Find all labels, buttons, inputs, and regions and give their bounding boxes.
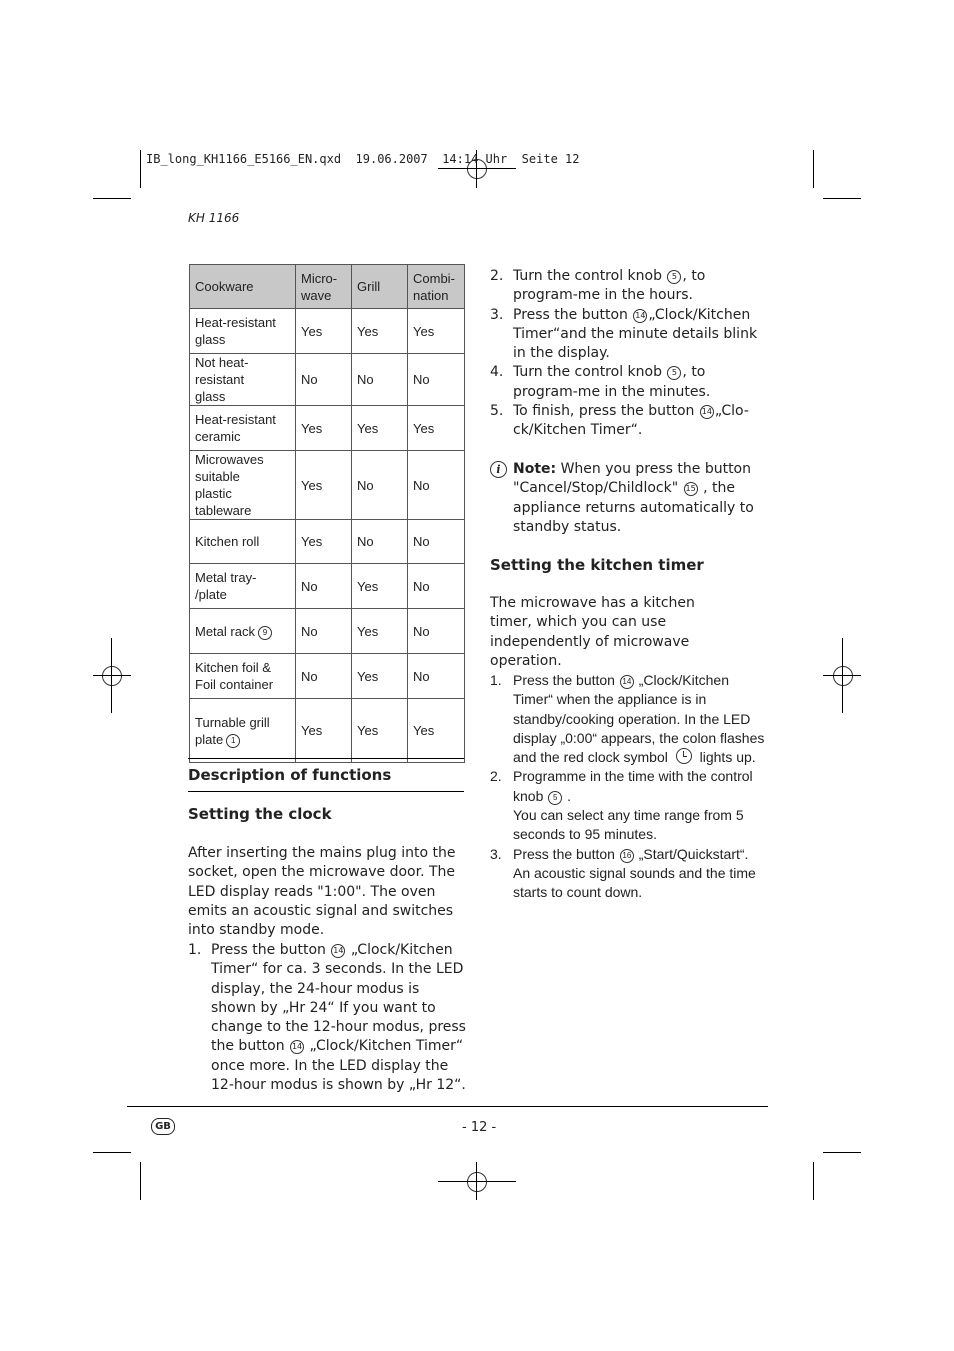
suitability-cell (408, 309, 465, 354)
button-ref-marker: 5 (667, 270, 681, 284)
cookware-cell (190, 699, 296, 763)
cell-text: No (413, 534, 430, 549)
suitability-cell (296, 609, 352, 654)
button-ref-marker: 14 (700, 405, 714, 419)
suitability-cell (296, 564, 352, 609)
step-text: „Clock/Kitchen Timer“ once more. In the LED display the 12-hour modus is shown by „Hr 12“. (211, 1038, 466, 1094)
crop-mark (140, 1162, 141, 1200)
cookware-cell (190, 520, 296, 564)
cell-text: No (301, 623, 318, 639)
step-text: Press the button (513, 672, 615, 688)
crop-mark (93, 675, 131, 676)
crop-mark (823, 1152, 861, 1153)
step-number: 2. (490, 768, 502, 785)
cookware-cell (190, 609, 296, 654)
cell-text: No (413, 623, 430, 639)
cell-text: Yes (357, 668, 379, 684)
cell-text: Kitchen foil & Foil container (195, 660, 274, 692)
step-text: „Clock/Kitchen Timer“ when the appliance is in standby/cooking operation. In the LED display „0:00“ appears, the colon flashes and the red clock symbol (513, 672, 765, 766)
cell-text: Yes (301, 723, 323, 738)
list-item (490, 671, 768, 767)
cell-text: Yes (301, 420, 323, 436)
registration-mark-icon (467, 1172, 487, 1192)
suitability-cell (296, 309, 352, 354)
cell-text: No (301, 372, 318, 387)
part-ref-marker: 1 (226, 734, 240, 748)
step-text: „Clock/Kitchen Timer“and the minute details blink in the display. (513, 306, 758, 362)
cell-text: Yes (357, 723, 379, 738)
crop-mark (813, 1162, 814, 1200)
language-badge: GB (151, 1118, 175, 1135)
step-number: 3. (490, 306, 504, 323)
cell-text: No (301, 668, 318, 684)
cell-text: Yes (413, 420, 435, 436)
button-ref-marker: 14 (620, 675, 634, 689)
table-row (190, 609, 465, 654)
table-row (190, 564, 465, 609)
crop-mark (842, 638, 843, 713)
button-ref-marker: 5 (667, 366, 681, 380)
cookware-cell (190, 564, 296, 609)
cookware-cell (190, 451, 296, 520)
step-number: 4. (490, 364, 504, 381)
suitability-cell (352, 451, 408, 520)
suitability-cell (408, 699, 465, 763)
table-row (190, 654, 465, 699)
cookware-cell (190, 406, 296, 451)
step-text: „Clock/Kitchen Timer“ for ca. 3 seconds. In the LED display, the 24-hour modus is shown by „Hr 24“ If you want to change to the 12-hour modus, press the button (211, 942, 466, 1055)
cell-text: Metal tray- /plate (195, 570, 257, 602)
section-heading: Description of functions (188, 766, 392, 784)
cell-text: Yes (301, 323, 323, 339)
table-row (190, 699, 465, 763)
note-label: Note: (513, 461, 557, 477)
button-ref-marker: 15 (684, 482, 698, 496)
cell-text: Not heat-resistant glass (195, 355, 249, 404)
timer-intro: The microwave has a kitchen timer, which you can use independently of microwave operation. (490, 595, 695, 669)
cell-text: Yes (357, 623, 379, 639)
clock-heading: Setting the clock (188, 805, 332, 823)
step-text: Turn the control knob (513, 268, 662, 284)
suitability-cell (296, 354, 352, 406)
cell-text: Turnable grill plate (195, 714, 270, 747)
note-text: , the appliance returns automatically to standby status. (513, 480, 754, 535)
step-number: 3. (490, 845, 502, 862)
crop-mark (438, 1181, 516, 1182)
step-text: Turn the control knob (513, 364, 662, 381)
section-rule (188, 791, 464, 792)
footer-rule (127, 1106, 768, 1107)
suitability-cell (408, 654, 465, 699)
crop-mark (438, 168, 516, 169)
header-cell: Cookware (190, 265, 296, 309)
step-number: 1. (188, 942, 202, 958)
clock-intro: After inserting the mains plug into the socket, open the microwave door. The LED display reads "1:00". The oven emits an acoustic signal and switches into standby mode. (188, 845, 456, 939)
button-ref-marker: 14 (633, 309, 647, 323)
cell-text: No (413, 668, 430, 684)
file-slug: IB_long_KH1166_E5166_EN.qxd 19.06.2007 14:14 Uhr Seite 12 (146, 152, 580, 166)
table-row (190, 451, 465, 520)
suitability-cell (296, 451, 352, 520)
suitability-cell (352, 609, 408, 654)
suitability-cell (352, 406, 408, 451)
step-text: lights up. (699, 749, 756, 766)
model-label: KH 1166 (188, 211, 240, 225)
suitability-cell (408, 451, 465, 520)
clock-steps-continued (490, 267, 768, 441)
suitability-cell (352, 520, 408, 564)
list-item (490, 363, 768, 402)
cookware-table (189, 264, 465, 763)
cookware-cell (190, 654, 296, 699)
cell-text: No (413, 578, 430, 594)
crop-mark (813, 150, 814, 188)
cell-text: Yes (357, 578, 379, 594)
step-text: Press the button (513, 306, 628, 323)
cell-text: Microwaves suitable plastic tableware (195, 452, 264, 518)
crop-mark (111, 638, 112, 713)
cell-text: Yes (301, 477, 323, 493)
step-number: 1. (490, 672, 502, 688)
header-cell: Grill (352, 265, 408, 309)
suitability-cell (296, 406, 352, 451)
cookware-cell (190, 354, 296, 406)
note-text: When you press the button "Cancel/Stop/Childlock" (513, 461, 751, 497)
crop-mark (823, 198, 861, 199)
step-text: , to program-me in the minutes. (513, 364, 711, 400)
step-number: 5. (490, 403, 504, 420)
button-ref-marker: 5 (548, 791, 562, 805)
step-text: Press the button (513, 845, 615, 862)
section-rule (188, 758, 464, 759)
info-icon: i (490, 461, 507, 478)
cell-text: Kitchen roll (195, 534, 260, 549)
crop-mark (140, 150, 141, 188)
cell-text: No (357, 372, 374, 387)
cookware-cell (190, 309, 296, 354)
suitability-cell (352, 354, 408, 406)
header-text: Micro- wave (301, 270, 338, 303)
step-text: . (567, 787, 572, 804)
timer-steps (490, 671, 768, 903)
header-cell (296, 265, 352, 309)
cell-text: Yes (413, 323, 435, 339)
cell-text: No (357, 534, 374, 549)
table-header-row (190, 265, 465, 309)
step-text: , to program-me in the hours. (513, 268, 706, 304)
suitability-cell (352, 564, 408, 609)
cell-text: Metal rack (195, 623, 255, 639)
header-cell (408, 265, 465, 309)
step-text: You can select any time range from 5 seconds to 95 minutes. (513, 807, 744, 843)
button-ref-marker: 16 (620, 849, 634, 863)
suitability-cell (296, 654, 352, 699)
suitability-cell (296, 699, 352, 763)
cell-text: Yes (301, 534, 323, 549)
alarm-clock-icon (676, 748, 692, 764)
step-text: „Clo-ck/Kitchen Timer“. (513, 403, 749, 439)
page-number: - 12 - (462, 1120, 497, 1135)
step-number: 2. (490, 268, 504, 284)
suitability-cell (408, 520, 465, 564)
suitability-cell (408, 564, 465, 609)
step-text: „Start/Quickstart“. An acoustic signal sounds and the time starts to count down. (513, 845, 756, 901)
suitability-cell (408, 354, 465, 406)
cell-text: Yes (357, 323, 379, 339)
cell-text: Yes (413, 723, 435, 738)
cell-text: No (413, 372, 430, 387)
cell-text: Heat-resistant glass (195, 315, 276, 347)
cell-text: Heat-resistant ceramic (195, 412, 276, 444)
note-box (490, 460, 760, 537)
timer-heading: Setting the kitchen timer (490, 556, 704, 574)
table-row (190, 309, 465, 354)
step-text: Programme in the time with the control knob (513, 768, 753, 804)
cell-text: Yes (357, 420, 379, 436)
button-ref-marker: 14 (290, 1040, 304, 1054)
list-item (490, 767, 768, 844)
registration-mark-icon (102, 666, 122, 686)
suitability-cell (408, 406, 465, 451)
table-row (190, 354, 465, 406)
table-row (190, 406, 465, 451)
list-item (490, 306, 768, 364)
suitability-cell (352, 654, 408, 699)
clock-steps (188, 941, 468, 1095)
step-text: Press the button (211, 942, 326, 958)
list-item (188, 941, 468, 1095)
list-item (490, 402, 768, 441)
button-ref-marker: 14 (331, 944, 345, 958)
crop-mark (93, 198, 131, 199)
suitability-cell (352, 309, 408, 354)
list-item (490, 845, 768, 903)
list-item (490, 267, 768, 306)
suitability-cell (408, 609, 465, 654)
cell-text: No (413, 477, 430, 493)
crop-mark (476, 1162, 477, 1200)
suitability-cell (352, 699, 408, 763)
cell-text: No (301, 578, 318, 594)
step-text: To finish, press the button (513, 403, 695, 420)
header-text: Combi- nation (413, 270, 455, 303)
suitability-cell (296, 520, 352, 564)
cell-text: No (357, 477, 374, 493)
table-row (190, 520, 465, 564)
part-ref-marker: 9 (258, 626, 272, 640)
crop-mark (93, 1152, 131, 1153)
registration-mark-icon (833, 666, 853, 686)
